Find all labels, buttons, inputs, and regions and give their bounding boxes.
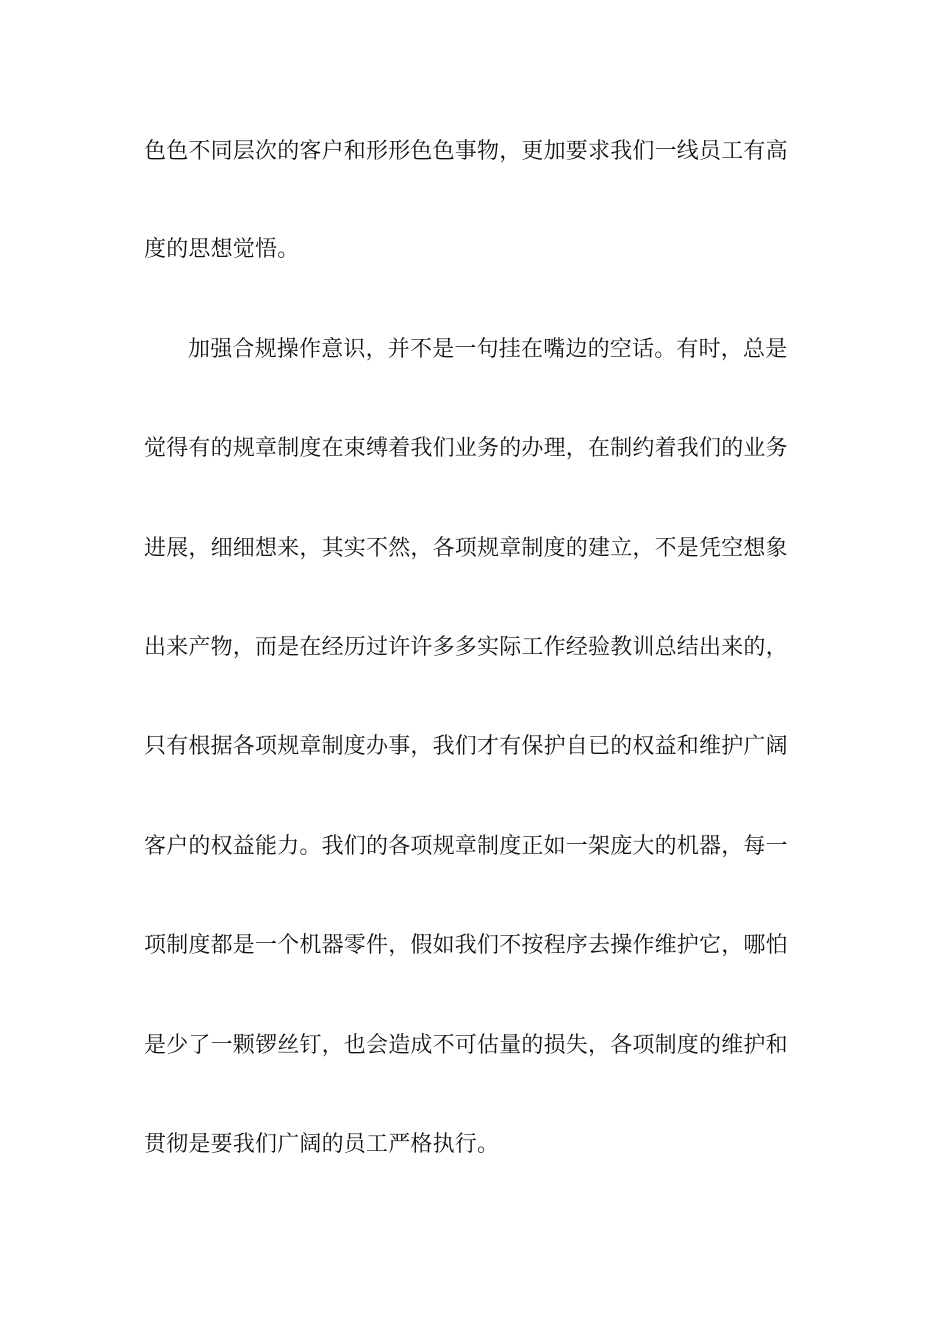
paragraph-line: 觉得有的规章制度在束缚着我们业务的办理，在制约着我们的业务 xyxy=(144,436,788,461)
paragraph-line: 只有根据各项规章制度办事，我们才有保护自已的权益和维护广阔 xyxy=(144,734,788,759)
paragraph-line: 项制度都是一个机器零件，假如我们不按程序去操作维护它，哪怕 xyxy=(144,933,788,958)
paragraph-line: 贯彻是要我们广阔的员工严格执行。 xyxy=(144,1132,500,1157)
paragraph-line: 是少了一颗锣丝钉，也会造成不可估量的损失，各项制度的维护和 xyxy=(144,1033,788,1058)
paragraph-line: 度的思想觉悟。 xyxy=(144,237,300,262)
paragraph-line: 进展，细细想来，其实不然，各项规章制度的建立，不是凭空想象 xyxy=(144,536,788,561)
paragraph-line: 客户的权益能力。我们的各项规章制度正如一架庞大的机器，每一 xyxy=(144,834,788,859)
paragraph-line: 加强合规操作意识，并不是一句挂在嘴边的空话。有时，总是 xyxy=(188,337,788,362)
paragraph-line: 出来产物，而是在经历过许许多多实际工作经验教训总结出来的， xyxy=(144,635,788,660)
paragraph-line: 色色不同层次的客户和形形色色事物，更加要求我们一线员工有高 xyxy=(144,139,788,164)
